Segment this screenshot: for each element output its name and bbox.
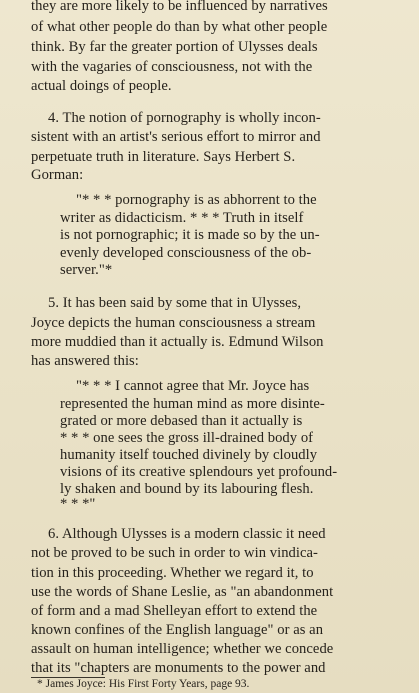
text-line: of what other people do than by what other people xyxy=(31,19,328,35)
quote-line: server."* xyxy=(60,262,113,278)
text-line: that its "chapters are monuments to the power and xyxy=(31,660,326,676)
text-line: of form and a mad Shelleyan effort to extend the xyxy=(31,603,318,619)
text-line: with the vagaries of consciousness, not with the xyxy=(31,59,313,75)
text-line: they are more likely to be influenced by narratives xyxy=(31,0,328,14)
text-line: Joyce depicts the human consciousness a stream xyxy=(31,315,316,331)
quote-line: * * *" xyxy=(60,496,96,512)
footnote: * James Joyce: His First Forty Years, page 93. xyxy=(37,678,250,690)
quote-line: grated or more debased than it actually is xyxy=(60,413,303,429)
quote-line: represented the human mind as more disinte- xyxy=(60,396,325,412)
quote-line: is not pornographic; it is made so by the un- xyxy=(60,227,320,243)
text-line: think. By far the greater portion of Ulysses deals xyxy=(31,39,318,55)
text-line: not be proved to be such in order to win vindica- xyxy=(31,545,318,561)
quote-line: evenly developed consciousness of the ob- xyxy=(60,245,312,261)
quote-line: "* * * pornography is as abhorrent to the xyxy=(76,192,317,208)
quote-line: "* * * I cannot agree that Mr. Joyce has xyxy=(76,378,310,394)
text-line: tion in this proceeding. Whether we regard it, to xyxy=(31,565,314,581)
quote-line: * * * one sees the gross ill-drained body of xyxy=(60,430,314,446)
text-line: use the words of Shane Leslie, as "an abandonment xyxy=(31,584,334,600)
text-line: assault on human intelligence; whether we concede xyxy=(31,641,334,657)
text-line: more muddied than it actually is. Edmund Wilson xyxy=(31,334,324,350)
text-line: known confines of the English language" or as an xyxy=(31,622,324,638)
text-line: sistent with an artist's serious effort to mirror and xyxy=(31,129,321,145)
quote-line: visions of its creative splendours yet profound- xyxy=(60,464,338,480)
text-line: perpetuate truth in literature. Says Herbert S. xyxy=(31,149,296,165)
text-line: actual doings of people. xyxy=(31,78,172,94)
text-line: 4. The notion of pornography is wholly incon- xyxy=(48,110,321,126)
text-line: Gorman: xyxy=(31,167,84,183)
text-line: has answered this: xyxy=(31,353,139,369)
quote-line: humanity itself touched divinely by cloudly xyxy=(60,447,318,463)
quote-line: ly shaken and bound by its labouring flesh. xyxy=(60,481,314,497)
quote-line: writer as didacticism. * * * Truth in itself xyxy=(60,210,304,226)
text-line: 6. Although Ulysses is a modern classic it need xyxy=(48,526,326,542)
text-line: 5. It has been said by some that in Ulysses, xyxy=(48,295,302,311)
